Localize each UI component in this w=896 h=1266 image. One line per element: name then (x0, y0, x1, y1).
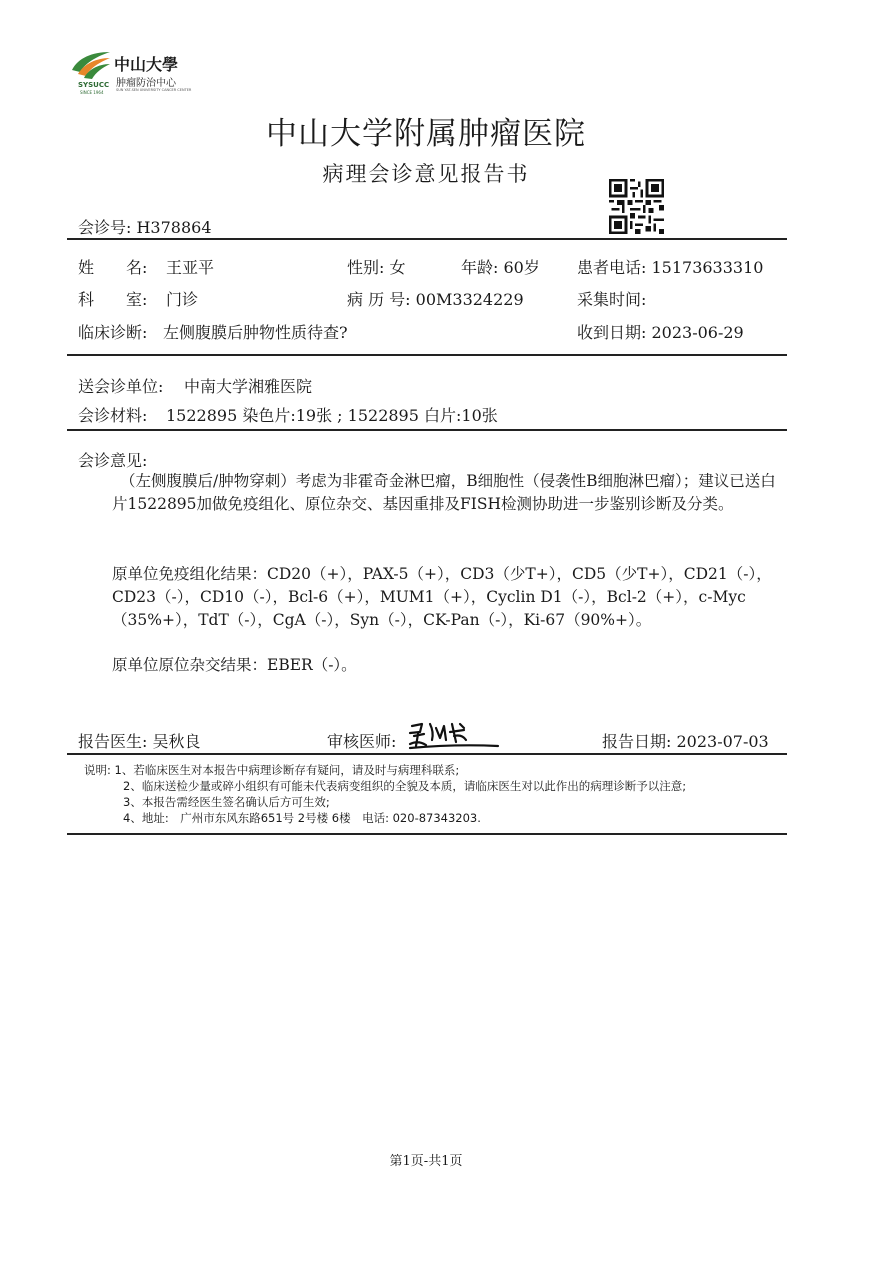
page-footer: 第1页-共1页 (389, 1154, 463, 1169)
note-1: 说明: 1、若临床医生对本报告中病理诊断存有疑问，请及时与病理科联系; (84, 763, 460, 777)
report-doctor: 报告医生: 吴秋良 (78, 732, 201, 751)
patient-name-label: 姓 名: (78, 258, 148, 277)
opinion-label: 会诊意见: (78, 451, 148, 470)
divider (67, 429, 787, 431)
logo-cn-name: 中山大學 (114, 55, 179, 74)
logo-since: SINCE 1964 (80, 90, 104, 95)
consult-number: 会诊号: H378864 (78, 218, 212, 237)
note-4: 4、地址: 广州市东风东路651号 2号楼 6楼 电话: 020-87343203. (123, 811, 481, 825)
report-subtitle: 病理会诊意见报告书 (322, 162, 530, 186)
received-date: 收到日期: 2023-06-29 (577, 323, 744, 342)
logo-emblem-icon (70, 48, 114, 82)
reviewer-label: 审核医师: (327, 732, 397, 751)
opinion-text: （左侧腹膜后/肿物穿刺）考虑为非霍奇金淋巴瘤，B细胞性（侵袭性B细胞淋巴瘤）；建议已送白片1522895加做免疫组化、原位杂交、基因重排及FISH检测协助进一步鉴别诊断及分类。 (112, 472, 776, 513)
clinical-diagnosis: 左侧腹膜后肿物性质待查? (163, 323, 348, 342)
divider (67, 753, 787, 755)
qr-code-icon (609, 179, 664, 234)
divider (67, 238, 787, 240)
patient-age: 年龄: 60岁 (461, 258, 540, 277)
ish-results: 原单位原位杂交结果：EBER（-）。 (112, 656, 357, 674)
patient-name: 王亚平 (166, 258, 215, 277)
logo-en-full: SUN YAT-SEN UNIVERSITY CANCER CENTER (116, 88, 192, 92)
divider (67, 833, 787, 835)
divider (67, 354, 787, 356)
note-2: 2、临床送检少量或碎小组织有可能未代表病变组织的全貌及本质，请临床医生对以此作出的病理诊断予以注意; (123, 779, 687, 793)
consult-material: 1522895 染色片:19张 ; 1522895 白片:10张 (166, 406, 498, 425)
sender-unit: 中南大学湘雅医院 (184, 377, 313, 396)
material-label: 会诊材料: (78, 406, 148, 425)
report-date: 报告日期: 2023-07-03 (602, 732, 769, 751)
report-title: 中山大学附属肿瘤医院 (266, 116, 586, 152)
logo-en-abbr: SYSUCC (78, 81, 110, 89)
dept-value: 门诊 (166, 290, 199, 309)
hospital-logo (70, 48, 200, 100)
sender-unit-label: 送会诊单位: (78, 377, 164, 396)
diagnosis-label: 临床诊断: (78, 323, 148, 342)
collect-time: 采集时间: (577, 290, 647, 309)
patient-sex: 性别: 女 (347, 258, 406, 277)
dept-label: 科 室: (78, 290, 148, 309)
reviewer-signature (406, 718, 502, 752)
medical-record-number: 病 历 号: 00M3324229 (347, 290, 524, 309)
logo-cn-sub: 肿瘤防治中心 (116, 78, 176, 89)
note-3: 3、本报告需经医生签名确认后方可生效; (123, 795, 330, 809)
ihc-results: 原单位免疫组化结果：CD20（+），PAX-5（+），CD3（少T+），CD5（少T+），CD21（-），CD23（-），CD10（-），Bcl-6（+），MUM1（+），Cyclin D1（-），Bcl-2（+），c-Myc（35%+），TdT（-），CgA（-），Syn（-），CK-Pan（-），Ki-67（90%+）。 (112, 565, 772, 629)
patient-phone: 患者电话: 15173633310 (577, 258, 764, 277)
